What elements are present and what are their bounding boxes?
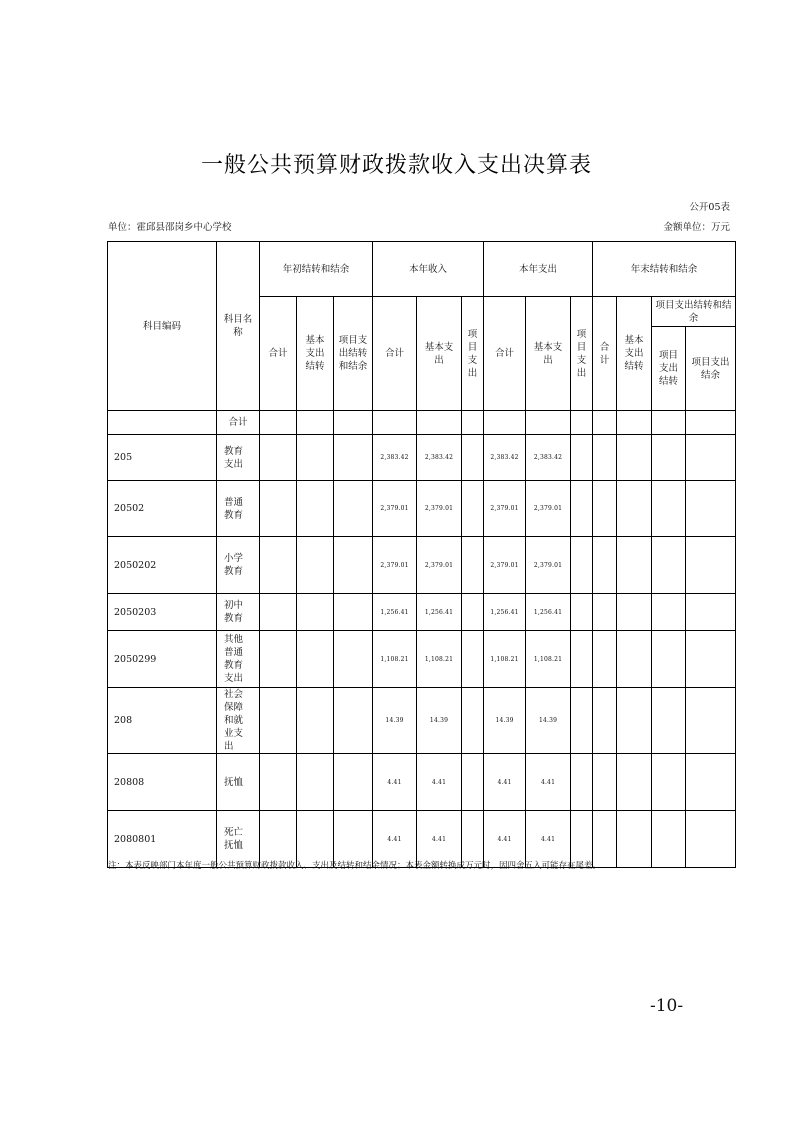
row-opening-basic [297,631,334,688]
row-closing-project-balance [686,537,736,594]
row-closing-basic [617,537,652,594]
total-row [108,411,736,435]
row-closing-project-balance [686,688,736,754]
row-code: 20502 [108,481,217,537]
row-exp-total: 14.39 [484,688,526,754]
header-exp-total: 合计 [484,297,526,411]
header-name: 科目名称 [217,242,260,411]
row-closing-project-balance [686,481,736,537]
row-opening-total [260,688,297,754]
row-code: 2050299 [108,631,217,688]
row-opening-total [260,594,297,631]
row-name: 小学教育 [217,537,260,594]
row-exp-total: 2,383.42 [484,435,526,481]
row-exp-total: 1,108.21 [484,631,526,688]
page-number: -10- [650,996,684,1016]
row-exp-basic: 1,108.21 [526,631,571,688]
table-row [108,631,736,688]
row-exp-basic: 1,256.41 [526,594,571,631]
table-row [108,481,736,537]
header-closing-total: 合计 [593,297,617,411]
row-income-basic: 14.39 [417,688,462,754]
row-income-basic: 4.41 [417,811,462,868]
row-opening-basic [297,537,334,594]
row-income-project [462,754,484,811]
header-closing-project-balance: 项目支出结余 [686,327,736,411]
header-income-project: 项目支出 [462,297,484,411]
row-opening-project [334,754,373,811]
row-closing-project-balance [686,594,736,631]
row-closing-basic [617,811,652,868]
row-closing-project-carry [652,811,686,868]
header-opening-total: 合计 [260,297,297,411]
row-exp-project [571,631,593,688]
row-exp-total: 4.41 [484,811,526,868]
amount-unit: 金额单位：万元 [663,222,730,233]
row-closing-project-carry [652,754,686,811]
row-income-total: 4.41 [373,811,417,868]
row-opening-project [334,631,373,688]
row-income-project [462,688,484,754]
row-income-project [462,481,484,537]
row-closing-project-balance [686,811,736,868]
row-closing-total [593,754,617,811]
row-exp-project [571,754,593,811]
row-name: 抚恤 [217,754,260,811]
row-income-project [462,537,484,594]
row-code: 2080801 [108,811,217,868]
header-opening-basic: 基本支出结转 [297,297,334,411]
row-exp-project [571,435,593,481]
row-opening-total [260,537,297,594]
row-income-project [462,435,484,481]
header-expenditure: 本年支出 [484,242,593,297]
row-exp-total: 4.41 [484,754,526,811]
row-closing-total [593,435,617,481]
row-closing-total [593,688,617,754]
budget-table [107,241,736,868]
row-closing-project-carry [652,688,686,754]
row-exp-total: 2,379.01 [484,537,526,594]
row-opening-total [260,481,297,537]
header-exp-basic: 基本支出 [526,297,571,411]
row-opening-project [334,688,373,754]
row-opening-total [260,631,297,688]
row-code: 205 [108,435,217,481]
header-code: 科目编码 [108,242,217,411]
table-row [108,435,736,481]
row-closing-total [593,594,617,631]
row-closing-basic [617,688,652,754]
row-opening-basic [297,435,334,481]
row-name: 普通教育 [217,481,260,537]
row-exp-basic: 4.41 [526,754,571,811]
row-name: 死亡抚恤 [217,811,260,868]
row-name: 其他普通教育支出 [217,631,260,688]
row-closing-project-carry [652,481,686,537]
row-income-basic: 4.41 [417,754,462,811]
row-opening-project [334,537,373,594]
row-income-total: 1,256.41 [373,594,417,631]
row-income-total: 4.41 [373,754,417,811]
header-income-total: 合计 [373,297,417,411]
row-name: 初中教育 [217,594,260,631]
header-opening-project: 项目支出结转和结余 [334,297,373,411]
row-closing-project-carry [652,537,686,594]
row-exp-project [571,537,593,594]
row-income-total: 1,108.21 [373,631,417,688]
row-income-total: 2,379.01 [373,537,417,594]
row-closing-project-carry [652,435,686,481]
table-body [108,435,736,868]
row-opening-project [334,435,373,481]
row-name: 教育支出 [217,435,260,481]
table-row [108,688,736,754]
row-closing-project-carry [652,594,686,631]
total-row-code [108,411,217,435]
page-title: 一般公共预算财政拨款收入支出决算表 [200,153,592,178]
row-code: 20808 [108,754,217,811]
row-closing-basic [617,435,652,481]
row-income-total: 14.39 [373,688,417,754]
row-exp-basic: 14.39 [526,688,571,754]
row-exp-project [571,481,593,537]
table-footnote: 注：本表反映部门本年度一般公共预算财政拨款收入、支出及结转和结余情况；本表金额转换成万元时，因四舍五入可能存在尾差。 [108,861,602,871]
table-row [108,754,736,811]
row-closing-basic [617,631,652,688]
header-closing: 年末结转和结余 [593,242,736,297]
row-exp-basic: 2,383.42 [526,435,571,481]
row-closing-basic [617,481,652,537]
row-income-project [462,594,484,631]
row-closing-project-carry [652,631,686,688]
header-closing-project-carry: 项目支出结转 [652,327,686,411]
row-code: 208 [108,688,217,754]
header-income: 本年收入 [373,242,484,297]
header-exp-project: 项目支出 [571,297,593,411]
row-opening-basic [297,754,334,811]
row-opening-basic [297,594,334,631]
table-row [108,537,736,594]
row-opening-total [260,754,297,811]
row-exp-project [571,594,593,631]
row-closing-basic [617,754,652,811]
row-closing-basic [617,594,652,631]
row-exp-total: 1,256.41 [484,594,526,631]
row-opening-basic [297,481,334,537]
row-exp-basic: 4.41 [526,811,571,868]
row-income-basic: 1,108.21 [417,631,462,688]
header-opening: 年初结转和结余 [260,242,373,297]
row-closing-project-balance [686,631,736,688]
row-income-project [462,631,484,688]
row-opening-project [334,594,373,631]
header-income-basic: 基本支出 [417,297,462,411]
header-closing-project-group: 项目支出结转和结余 [652,297,736,327]
total-row-label: 合计 [217,411,260,435]
row-closing-project-balance [686,435,736,481]
form-number: 公开05表 [689,202,730,213]
row-closing-total [593,631,617,688]
row-name: 社会保障和就业支出 [217,688,260,754]
row-exp-project [571,688,593,754]
row-opening-basic [297,688,334,754]
row-exp-basic: 2,379.01 [526,481,571,537]
row-closing-total [593,481,617,537]
row-income-total: 2,379.01 [373,481,417,537]
header-row-1 [108,242,736,297]
row-closing-total [593,537,617,594]
table-row [108,594,736,631]
row-code: 2050203 [108,594,217,631]
row-income-basic: 2,383.42 [417,435,462,481]
row-opening-total [260,435,297,481]
row-code: 2050202 [108,537,217,594]
row-income-basic: 2,379.01 [417,481,462,537]
row-opening-project [334,481,373,537]
row-income-total: 2,383.42 [373,435,417,481]
reporting-unit: 单位：霍邱县邵岗乡中心学校 [108,222,232,233]
row-income-basic: 2,379.01 [417,537,462,594]
header-closing-basic: 基本支出结转 [617,297,652,411]
row-exp-basic: 2,379.01 [526,537,571,594]
row-income-basic: 1,256.41 [417,594,462,631]
row-closing-project-balance [686,754,736,811]
row-exp-total: 2,379.01 [484,481,526,537]
